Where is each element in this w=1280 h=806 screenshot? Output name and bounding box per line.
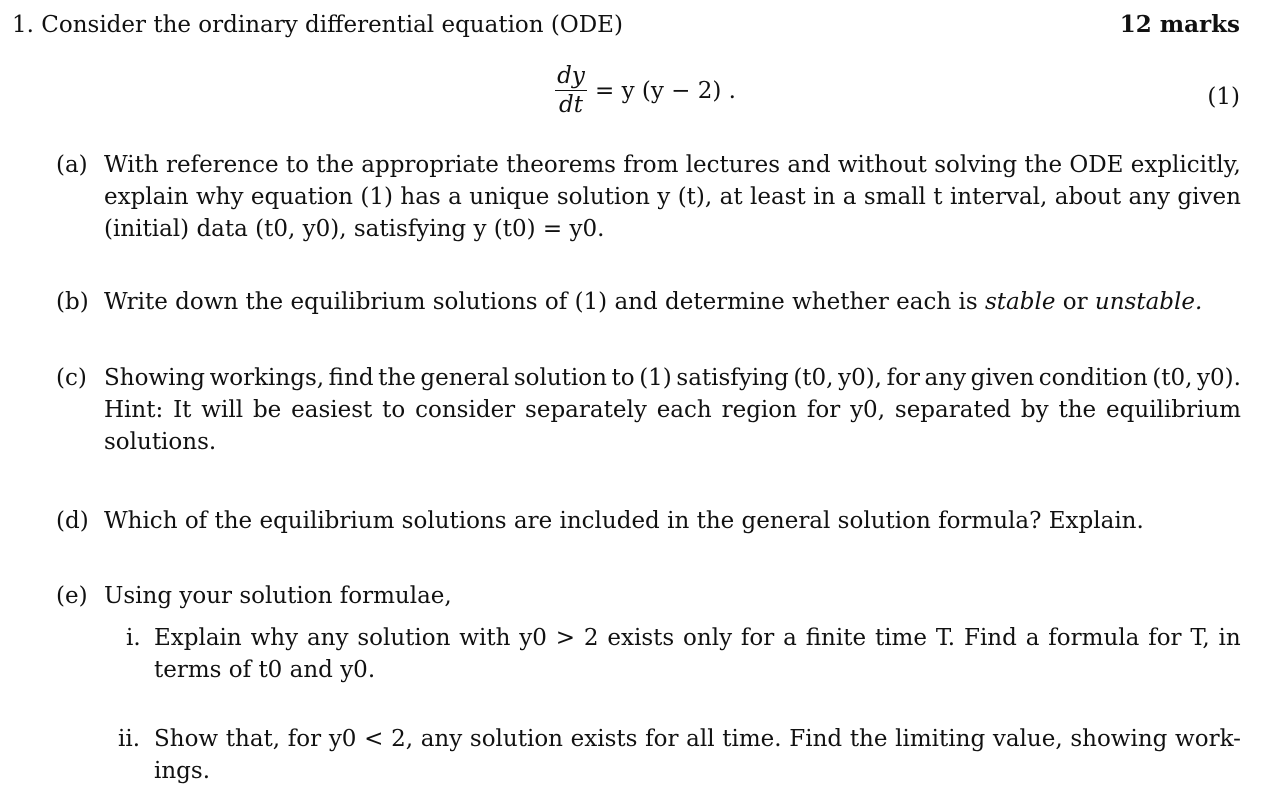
fraction-numerator: dy bbox=[557, 63, 585, 89]
subpart-ii-line: Show that, for y0 < 2, any solution exists for all time. Find the limiting value, showing work- bbox=[154, 726, 1241, 752]
part-b-label: (b) bbox=[56, 289, 89, 315]
subpart-ii-label: ii. bbox=[118, 726, 141, 752]
subpart-i-label: i. bbox=[126, 625, 141, 651]
part-c-line: Showing workings, find the general solution to (1) satisfying (t0, y0), for any given condition (t0, y0). bbox=[104, 365, 1241, 391]
marks-label: 12 marks bbox=[1119, 11, 1240, 38]
term-unstable: unstable. bbox=[1094, 289, 1203, 315]
part-a-text bbox=[104, 149, 1241, 245]
subpart-i-line: Explain why any solution with y0 > 2 exists only for a finite time T. Find a formula for T, in bbox=[154, 625, 1241, 651]
part-b-or: or bbox=[1062, 289, 1088, 315]
part-a-line: explain why equation (1) has a unique solution y (t), at least in a small t interval, about any given bbox=[104, 184, 1241, 210]
term-stable: stable bbox=[985, 289, 1056, 315]
question-heading bbox=[12, 9, 623, 41]
equation-rhs: = y (y − 2) . bbox=[595, 77, 736, 104]
part-d-label: (d) bbox=[56, 508, 89, 534]
part-e-text: Using your solution formulae, bbox=[104, 583, 452, 609]
part-a-line: With reference to the appropriate theorems from lectures and without solving the ODE explicitly, bbox=[104, 152, 1241, 178]
question-number: 1. bbox=[12, 12, 34, 38]
derivative-fraction bbox=[555, 62, 587, 119]
subpart-i-text bbox=[154, 622, 1241, 686]
part-c-text bbox=[104, 362, 1241, 458]
subpart-ii-text bbox=[154, 723, 1241, 787]
part-a-label: (a) bbox=[56, 152, 88, 178]
part-b-text bbox=[104, 286, 1241, 318]
question-intro: Consider the ordinary differential equation (ODE) bbox=[41, 12, 623, 38]
fraction-denominator: dt bbox=[559, 92, 583, 118]
part-b-statement: Write down the equilibrium solutions of (1) and determine whether each is bbox=[104, 289, 978, 315]
part-e-label: (e) bbox=[56, 583, 88, 609]
part-c-line: solutions. bbox=[104, 429, 217, 455]
ode-equation bbox=[555, 62, 736, 119]
part-c-label: (c) bbox=[56, 365, 87, 391]
subpart-ii-line: ings. bbox=[154, 758, 211, 784]
part-a-line: (initial) data (t0, y0), satisfying y (t0) = y0. bbox=[104, 216, 605, 242]
subpart-i-line: terms of t0 and y0. bbox=[154, 657, 376, 683]
part-d-text: Which of the equilibrium solutions are included in the general solution formula? Explain. bbox=[104, 508, 1144, 534]
part-c-hint-line: Hint: It will be easiest to consider separately each region for y0, separated by the equilibrium bbox=[104, 397, 1241, 423]
equation-number: (1) bbox=[1207, 84, 1240, 110]
